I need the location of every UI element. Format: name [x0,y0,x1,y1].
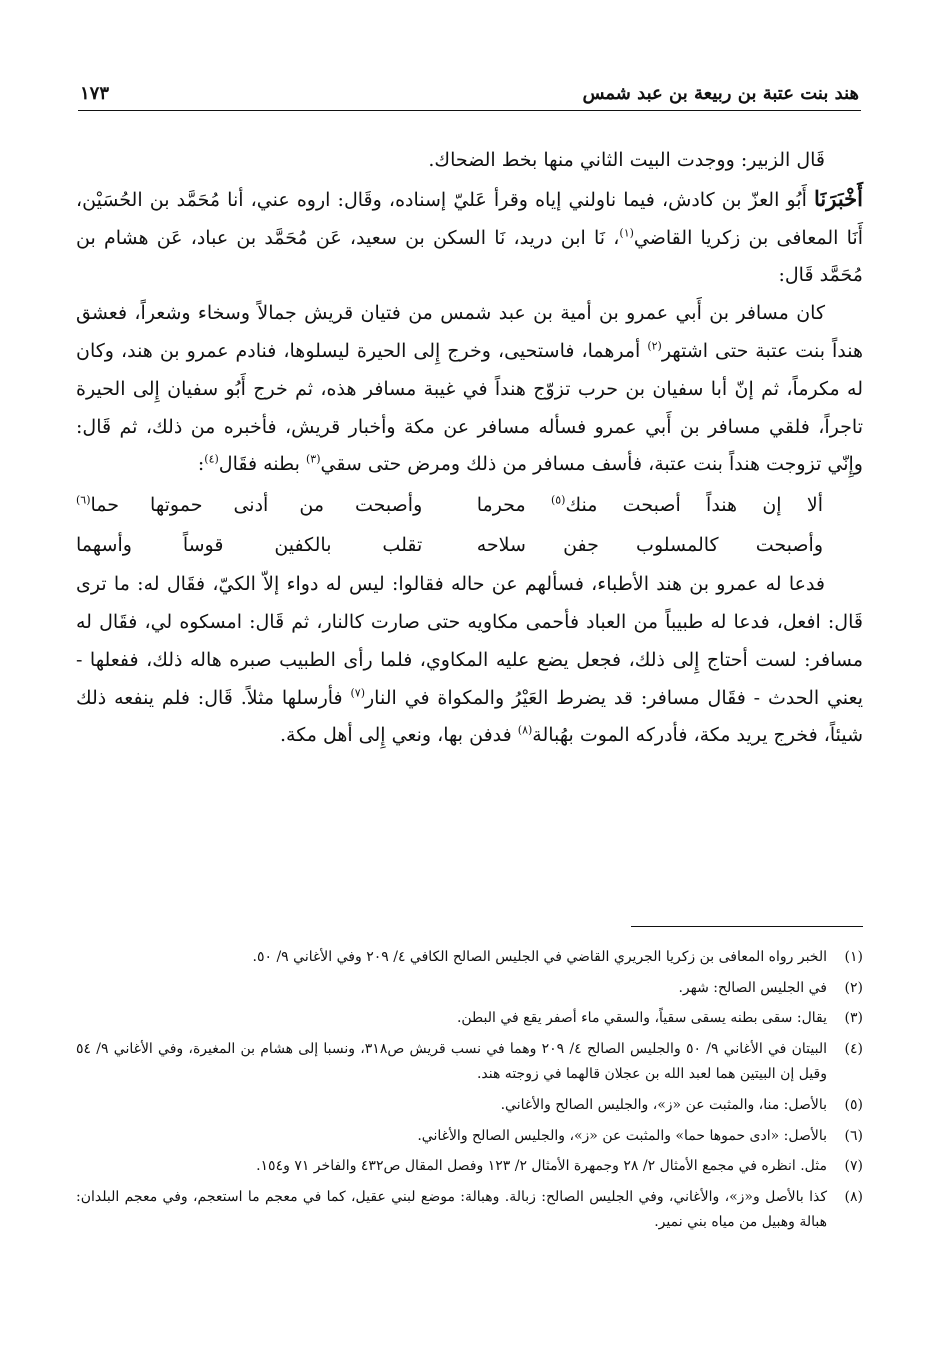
footnote-ref[interactable]: (٥) [550,493,566,507]
paragraph-text: كان مسافر بن أَبي عمرو بن أمية بن عبد شمس من فتيان قريش جمالاً وسخاء وشعراً، فعشق هنداً بنت عتبة حتى اشتهر [76,302,863,362]
footnote-number: (٧) [844,1158,863,1175]
paragraph [76,142,863,180]
paragraph-text: بطنه فقَال [218,453,306,476]
footnote-number: (٢) [844,979,863,996]
footnote-text: كذا بالأصل و«ز»، والأغاني، وفي الجليس الصالح: زبالة. وهبالة: موضع لبني عقيل، كما في معجم ما استعجم، وفي معجم البلدان: هبالة وهبيل من مياه بني نمير. [76,1188,827,1231]
footnote-text: مثل. انظره في مجمع الأمثال ٢/ ٢٨ وجمهرة الأمثال ٢/ ١٢٣ وفصل المقال ص٤٣٢ والفاخر ٧١ و١٥٤. [256,1158,827,1175]
main-text [76,142,863,755]
footnotes [76,945,863,1241]
footnote-text: يقال: سقى بطنه يسقى سقياً، والسقي ماء أصفر يقع في البطن. [456,1010,827,1027]
poem-verse [76,486,863,526]
paragraph-text: فأرسلها مثلاً. قَال: فلم ينفعه ذلك شيئاً، فخرج يريد مكة، فأدركه الموت بهُبالة [76,686,863,747]
footnote-number: (٣) [844,1010,863,1027]
footnote [76,1154,863,1180]
footnote-ref[interactable]: (١) [619,226,634,240]
paragraph-text: أَبُو العزّ بن كادش، فيما ناولني إياه وقرأ عَليّ إسناده، وقَال: اروه عني، أنا مُحَمَّد بن الحُسَيْن، أَنَا المعافى بن زكريا القاضي [76,188,863,249]
paragraph [76,295,863,484]
footnote-text: في الجليس الصالح: شهر. [678,979,827,996]
paragraph-text: فدفن بها، ونعي إِلى أهل مكة. [280,724,518,747]
paragraph-text: ، نَا ابن دريد، نَا السكن بن سعيد، عَن مُحَمَّد بن عباد، عَن هشام بن مُحَمَّد قَال: [76,226,863,287]
isnad-keyword: أَخْبَرَنَا [814,185,863,211]
footnote [76,1037,863,1088]
header-rule [78,110,861,111]
poem [76,486,863,566]
paragraph-text: قَال الزبير: ووجدت البيت الثاني منها بخط الضحاك. [428,149,825,171]
poem-verse [76,526,863,566]
footnote-ref[interactable]: (٧) [350,686,365,700]
footnote [76,1124,863,1150]
verse-text: ألا إن هنداً أصبحت منك [565,494,824,517]
footnote-text: الخبر رواه المعافى بن زكريا الجريري القاضي في الجليس الصالح الكافي ٤/ ٢٠٩ وفي الأغاني ٩/ ٥٠. [252,949,827,965]
footnote-number: (٥) [844,1096,863,1113]
page-number: ١٧٣ [80,83,110,104]
footnote-text: بالأصل: «ادى حموها حما» والمثبت عن «ز»، والجليس الصالح والأغاني. [417,1127,827,1144]
page-header [80,70,859,104]
verse-text: محرما [476,494,551,517]
footnote-ref[interactable]: (٢) [647,339,662,353]
poem-hemistich: تقلب بالكفين قوساً وأسهما [76,534,423,557]
footnote-text: البيتان في الأغاني ٩/ ٥٠ والجليس الصالح ٤/ ٢٠٩ وهما في نسب قريش ص٣١٨، ونسبا إلى هشام بن المغيرة، وفي الأغاني ٩/ ٥٤ وقيل إن البيتين هما لعبد الله بن عجلان قالهما في زوجته هند. [76,1040,827,1083]
footnote [76,1006,863,1032]
paragraph [76,180,863,295]
footnote-number: (٨) [844,1188,863,1205]
poem-hemistich: وأصبحت كالمسلوب جفن سلاحه [476,534,823,557]
paragraph-text: : [197,453,205,476]
paragraph-text: أمرهما، فاستحيى، وخرج إِلى الحيرة ليسلوها، فنادم عمرو بن هند، وكان له مكرماً، ثم إنّ أبا سفيان بن حرب تزوّج هنداً في غيبة مسافر هذه، ثم خرج أَبُو سفيان إِلى الحيرة تاجراً، فلقي مسافر بن أَبي عمرو فسأله مسافر عن مكة وأخبار قريش، فأخبره من ذلك، ثم قَال: وإِنّي تزوجت هنداً بنت عتبة، فأسف مسافر من ذلك ومرض حتى سقي [76,339,863,476]
poem-hemistich [477,487,823,525]
footnote-number: (١) [844,949,863,965]
poem-hemistich [76,487,422,525]
footnote-text: بالأصل: منا، والمثبت عن «ز»، والجليس الصالح والأغاني. [500,1096,827,1113]
running-title: هند بنت عتبة بن ربيعة بن عبد شمس [582,83,859,104]
paragraph-text: فدعا له عمرو بن هند الأطباء، فسألهم عن حاله فقالوا: ليس له دواء إلاّ الكيّ، فقَال له: ما ترى قَال: افعل، فدعا له طبيباً من العباد فأحمى مكاويه حتى صارت كالنار، ثم قَال: امسكوه لي، فقَال له مسافر: لست أحتاج إِلى ذلك، فجعل يضع عليه المكاوي، فلما رأى الطبيب صبره هاله ذلك، ففعلها - يعني الحدث - فقَال مسافر: قد يضرط العَيْرُ والمكواة في النار [76,573,863,709]
footnote-number: (٦) [844,1127,863,1144]
footnote-ref[interactable]: (٦) [76,493,91,507]
footnote-number: (٤) [844,1040,863,1057]
footnote [76,1185,863,1236]
footnote [76,1093,863,1119]
footnote-ref[interactable]: (٤) [204,453,219,467]
paragraph [76,566,863,755]
footnote [76,945,863,971]
footnote-separator [631,926,863,927]
verse-text: وأصبحت من أدنى حموتها حما [90,494,423,517]
footnote-ref[interactable]: (٨) [517,724,533,738]
footnote-ref[interactable]: (٣) [305,453,321,467]
footnote [76,976,863,1002]
